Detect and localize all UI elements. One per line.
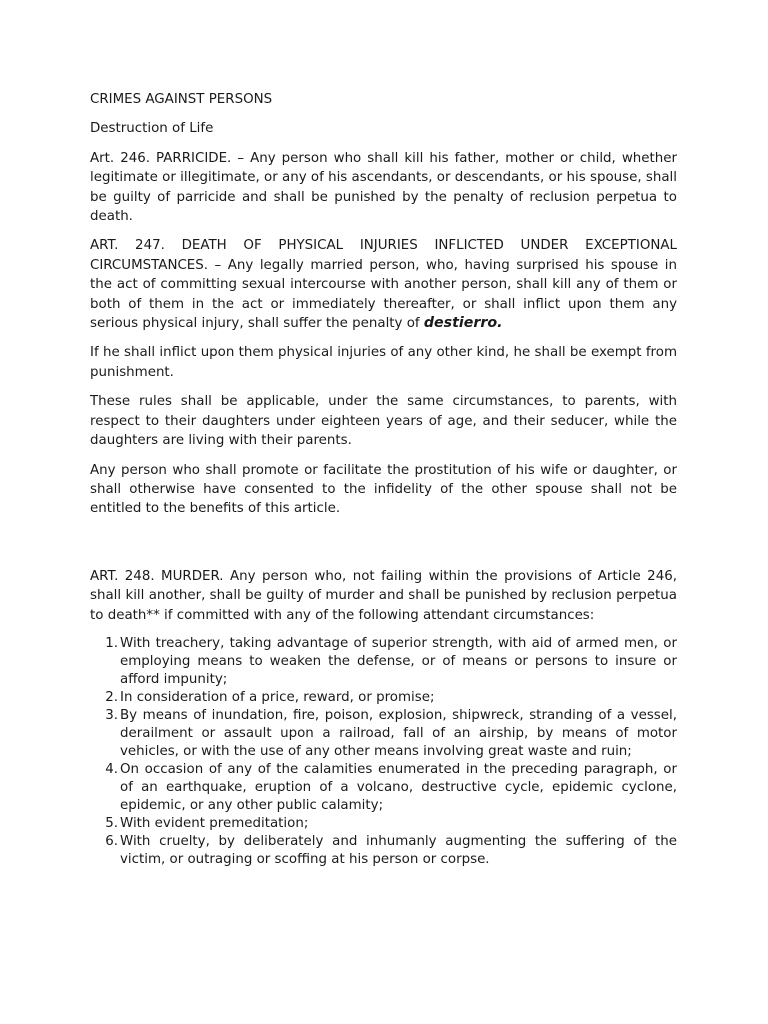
list-item-text: On occasion of any of the calamities enumerated in the preceding paragraph, or of an earthquake, eruption of a volcano, destructive cycle, epidemic cyclone, epidemic, or any other public calamity;: [120, 761, 677, 813]
list-item: [105, 761, 677, 815]
list-item-number: 6.: [105, 833, 118, 849]
list-item-number: 1.: [105, 635, 118, 651]
list-item-number: 5.: [105, 815, 118, 831]
list-item: [105, 707, 677, 761]
list-item-number: 3.: [105, 707, 118, 723]
list-item: [105, 635, 677, 689]
list-item-text: With evident premeditation;: [120, 815, 309, 831]
article-247-paragraph-4: Any person who shall promote or facilitate the prostitution of his wife or daughter, or shall otherwise have consented to the infidelity of the other spouse shall not be entitled to the benefits of this article.: [90, 462, 677, 517]
list-item-text: With cruelty, by deliberately and inhumanly augmenting the suffering of the victim, or outraging or scoffing at his person or corpse.: [120, 833, 677, 867]
article-247-text: ART. 247. DEATH OF PHYSICAL INJURIES INFLICTED UNDER EXCEPTIONAL CIRCUMSTANCES. – Any legally married person, who, having surprised his spouse in the act of committing sexual intercourse with another person, shall kill any of them or both of them in the act or immediately thereafter, or shall inflict upon them any serious physical injury, shall suffer the penalty of: [90, 238, 677, 332]
section-subtitle: Destruction of Life: [90, 121, 214, 137]
section-spacer: [90, 529, 677, 567]
article-246-paragraph: Art. 246. PARRICIDE. – Any person who shall kill his father, mother or child, whether legitimate or illegitimate, or any of his ascendants, or descendants, or his spouse, shall be guilty of parricide and shall be punished by the penalty of reclusion perpetua to death.: [90, 150, 677, 225]
article-248-paragraph: ART. 248. MURDER. Any person who, not failing within the provisions of Article 246, shall kill another, shall be guilty of murder and shall be punished by reclusion perpetua to death** if committed with any of the following attendant circumstances:: [90, 568, 677, 623]
document-title: CRIMES AGAINST PERSONS: [90, 92, 273, 107]
article-247-paragraph-2: If he shall inflict upon them physical injuries of any other kind, he shall be exempt from punishment.: [90, 345, 677, 380]
article-247-paragraph-3: These rules shall be applicable, under the same circumstances, to parents, with respect to their daughters under eighteen years of age, and their seducer, while the daughters are living with their parents.: [90, 394, 677, 449]
list-item-number: 4.: [105, 761, 118, 777]
article-247-emphasis: destierro.: [423, 315, 503, 332]
list-item: [105, 815, 677, 833]
document-page: [90, 90, 677, 869]
list-item: [105, 833, 677, 869]
list-item: [105, 689, 677, 707]
article-247-paragraph: [90, 236, 677, 333]
list-item-text: In consideration of a price, reward, or promise;: [120, 689, 435, 705]
circumstances-list: [90, 635, 677, 869]
list-item-number: 2.: [105, 689, 118, 705]
list-item-text: With treachery, taking advantage of superior strength, with aid of armed men, or employing means to weaken the defense, or of means or persons to insure or afford impunity;: [120, 635, 677, 687]
list-item-text: By means of inundation, fire, poison, explosion, shipwreck, stranding of a vessel, derailment or assault upon a railroad, fall of an airship, by means of motor vehicles, or with the use of any other means involving great waste and ruin;: [120, 707, 677, 759]
